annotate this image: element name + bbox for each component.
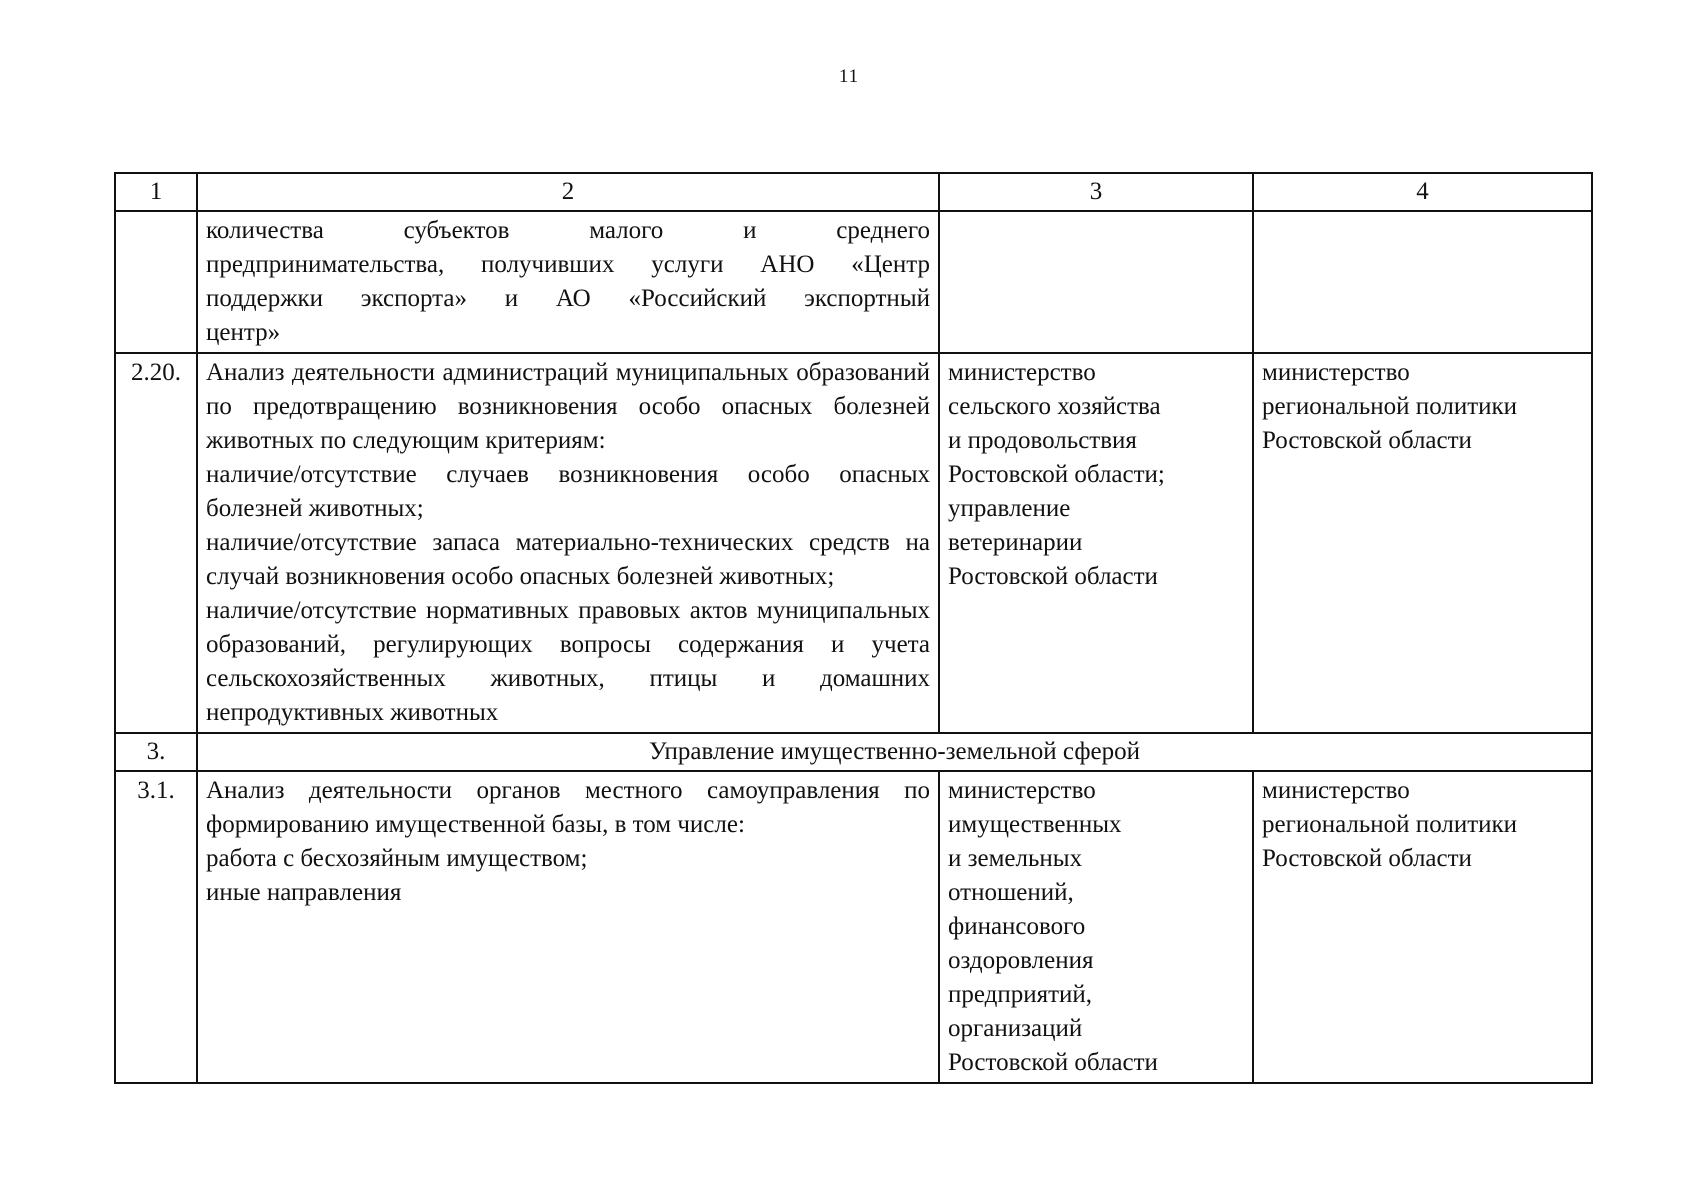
coordinator-line: региональной политики (1262, 393, 1518, 420)
table-header-row (115, 173, 1592, 211)
continuation-line: центр» (206, 319, 281, 346)
coordinator-line: Ростовской области (1262, 427, 1472, 454)
responsible-line: Ростовской области; (948, 461, 1165, 488)
description-paragraph: Анализ деятельности органов местного самоуправления по формированию имущественной базы, в том числе: (206, 777, 930, 838)
description-paragraph: иные направления (206, 879, 402, 906)
responsible-line: ветеринарии (948, 529, 1083, 556)
responsible-line: имущественных (948, 811, 1122, 838)
document-table (114, 172, 1593, 1084)
coordinator-cell (1253, 353, 1592, 733)
description-paragraph: наличие/отсутствие случаев возникновения особо опасных болезней животных; (206, 461, 930, 522)
coordinator-line: министерство (1262, 777, 1410, 804)
description-paragraph: работа с бесхозяйным имуществом; (206, 845, 588, 872)
responsible-executor-cell (939, 771, 1253, 1083)
continuation-line: количества субъектов малого и среднего (206, 217, 930, 244)
table-row-2-20 (115, 353, 1592, 733)
coordinator-line: Ростовской области (1262, 845, 1472, 872)
coordinator-line: региональной политики (1262, 811, 1518, 838)
responsible-line: и земельных (948, 845, 1083, 872)
table-row-continuation (115, 211, 1592, 353)
description-paragraph: Анализ деятельности администраций муниципальных образований по предотвращению возникновения особо опасных болезней животных по следующим критериям: (206, 359, 930, 454)
responsible-line: организаций (948, 1015, 1083, 1042)
responsible-line: отношений, (948, 879, 1074, 906)
responsible-cell-empty (939, 211, 1253, 353)
responsible-executor-cell (939, 353, 1253, 733)
continuation-line: предпринимательства, получивших услуги АНО «Центр (206, 251, 930, 278)
responsible-line: предприятий, (948, 981, 1093, 1008)
column-number-3: 3 (939, 173, 1253, 211)
page-number: 11 (838, 66, 860, 87)
responsible-line: министерство (948, 777, 1096, 804)
coordinator-cell (1253, 771, 1592, 1083)
section-number: 3. (115, 733, 197, 771)
column-number-2: 2 (197, 173, 939, 211)
column-number-4: 4 (1253, 173, 1592, 211)
column-number-1: 1 (115, 173, 197, 211)
responsible-line: оздоровления (948, 947, 1094, 974)
table-section-row-3 (115, 733, 1592, 771)
responsible-line: и продовольствия (948, 427, 1137, 454)
coordinator-line: министерство (1262, 359, 1410, 386)
row-number: 2.20. (115, 353, 197, 733)
description-paragraph: наличие/отсутствие нормативных правовых актов муниципальных образований, регулирующих вопросы содержания и учета сельскохозяйственных животных, птицы и домашних непродуктивных животных (206, 597, 930, 726)
responsible-line: министерство (948, 359, 1096, 386)
coordinator-cell-empty (1253, 211, 1592, 353)
responsible-line: Ростовской области (948, 563, 1158, 590)
responsible-line: управление (948, 495, 1071, 522)
measure-description-cell (197, 353, 939, 733)
row-number: 3.1. (115, 771, 197, 1083)
row-number-cell (115, 211, 197, 353)
description-paragraph: наличие/отсутствие запаса материально-технических средств на случай возникновения особо опасных болезней животных; (206, 529, 930, 590)
table-row-3-1 (115, 771, 1592, 1083)
section-title: Управление имущественно-земельной сферой (197, 733, 1592, 771)
continuation-line: поддержки экспорта» и АО «Российский экспортный (206, 285, 930, 312)
responsible-line: Ростовской области (948, 1049, 1158, 1076)
responsible-line: финансового (948, 913, 1086, 940)
continuation-text-cell (197, 211, 939, 353)
measure-description-cell (197, 771, 939, 1083)
responsible-line: сельского хозяйства (948, 393, 1161, 420)
